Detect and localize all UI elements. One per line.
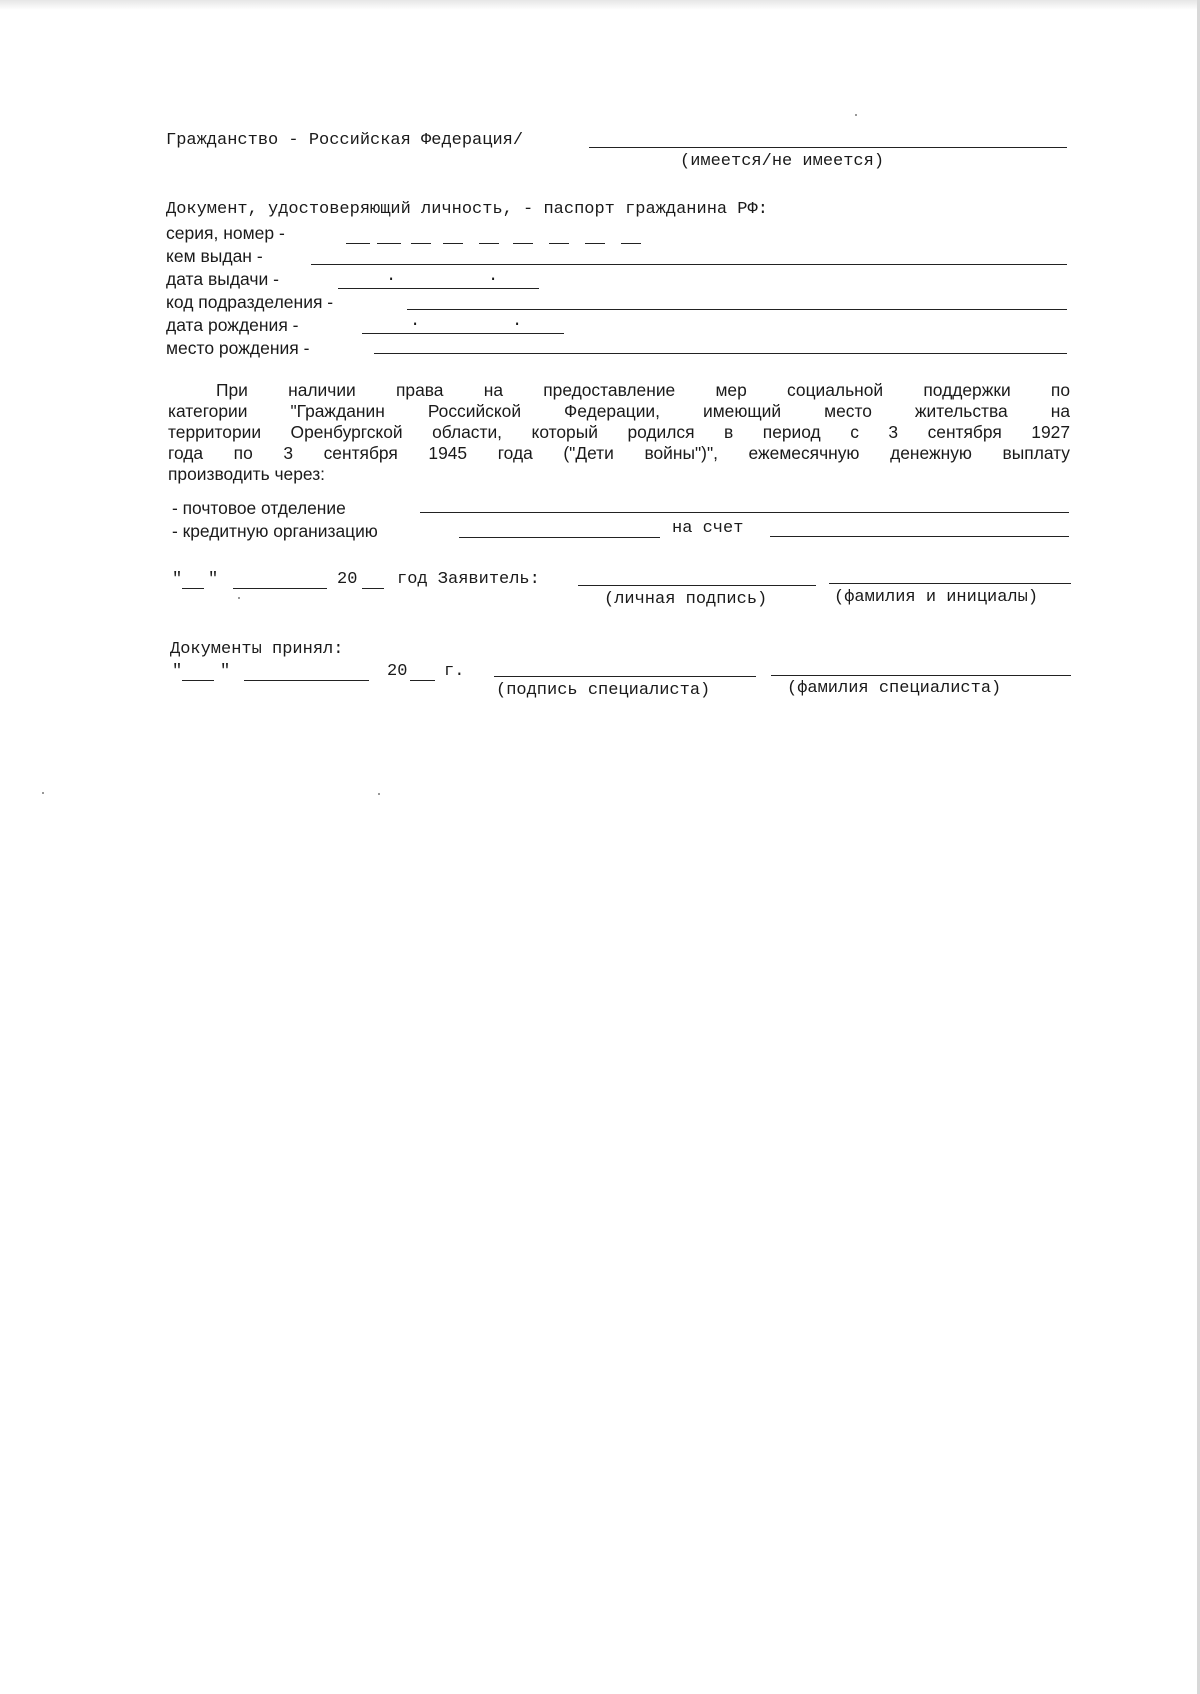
issued-by-field[interactable]	[311, 264, 1067, 265]
applicant-label: год Заявитель:	[397, 570, 540, 589]
account-label: на счет	[672, 519, 744, 538]
citizenship-label: Гражданство - Российская Федерация/	[166, 131, 524, 150]
paragraph-line: территории Оренбургской области, который родился в период с 3 сентября 1927	[168, 422, 1070, 442]
number-cell-1[interactable]	[479, 243, 499, 244]
specialist-signature-hint: (подпись специалиста)	[496, 681, 711, 700]
birth-place-field[interactable]	[374, 353, 1067, 354]
accepted-heading: Документы принял:	[170, 640, 344, 659]
accepted-year-field[interactable]	[410, 680, 435, 681]
post-office-label: - почтовое отделение	[172, 498, 346, 518]
scan-top-edge	[0, 0, 1200, 10]
payment-paragraph	[168, 380, 1070, 464]
scan-speck	[855, 114, 857, 116]
subdivision-code-field[interactable]	[407, 309, 1067, 310]
accepted-month-field[interactable]	[244, 680, 369, 681]
series-number-label: серия, номер -	[166, 223, 285, 243]
credit-org-label: - кредитную организацию	[172, 521, 378, 541]
specialist-name-hint: (фамилия специалиста)	[787, 679, 1002, 698]
applicant-signature-hint: (личная подпись)	[604, 590, 768, 609]
birth-date-separators: . .	[410, 312, 523, 331]
number-cell-2[interactable]	[513, 243, 533, 244]
post-office-field[interactable]	[420, 512, 1069, 513]
credit-org-field[interactable]	[459, 537, 660, 538]
paragraph-line: года по 3 сентября 1945 года ("Дети войны")", ежемесячную денежную выплату	[168, 443, 1070, 463]
applicant-date-open-quote: "	[172, 570, 183, 589]
issue-date-field[interactable]	[338, 288, 539, 289]
specialist-signature-field[interactable]	[494, 676, 756, 677]
series-cell-3[interactable]	[411, 243, 431, 244]
scan-speck	[238, 597, 240, 599]
number-cell-3[interactable]	[549, 243, 569, 244]
accepted-date-close-quote: "	[220, 662, 231, 681]
series-cell-2[interactable]	[377, 243, 401, 244]
paragraph-line: При наличии права на предоставление мер социальной поддержки по	[216, 380, 1070, 400]
accepted-day-field[interactable]	[182, 680, 214, 681]
applicant-day-field[interactable]	[182, 588, 204, 589]
applicant-name-field[interactable]	[829, 583, 1071, 584]
number-cell-5[interactable]	[621, 243, 641, 244]
applicant-signature-field[interactable]	[578, 585, 816, 586]
birth-date-label: дата рождения -	[166, 315, 299, 335]
paragraph-line: категории "Гражданин Российской Федерации, имеющий место жительства на	[168, 401, 1070, 421]
number-cell-4[interactable]	[585, 243, 605, 244]
specialist-name-field[interactable]	[771, 675, 1071, 676]
identity-heading: Документ, удостоверяющий личность, - паспорт гражданина РФ:	[166, 200, 768, 219]
applicant-date-close-quote: "	[208, 570, 219, 589]
accepted-year-suffix: г.	[444, 662, 465, 681]
accepted-year-prefix: 20	[387, 662, 408, 681]
scan-speck	[378, 793, 380, 795]
series-cell-4[interactable]	[443, 243, 463, 244]
citizenship-field[interactable]	[589, 147, 1067, 148]
accepted-date-open-quote: "	[172, 662, 183, 681]
birth-date-field[interactable]	[362, 333, 564, 334]
issued-by-label: кем выдан -	[166, 246, 263, 266]
scan-speck	[42, 792, 44, 794]
applicant-year-prefix: 20	[337, 570, 358, 589]
birth-place-label: место рождения -	[166, 338, 310, 358]
through-label: производить через:	[168, 464, 325, 484]
subdivision-code-label: код подразделения -	[166, 292, 334, 312]
citizenship-hint: (имеется/не имеется)	[680, 152, 885, 171]
issue-date-separators: . .	[386, 267, 499, 286]
account-field[interactable]	[770, 536, 1069, 537]
series-cell-1[interactable]	[346, 243, 370, 244]
applicant-year-field[interactable]	[362, 588, 384, 589]
applicant-month-field[interactable]	[233, 588, 327, 589]
applicant-name-hint: (фамилия и инициалы)	[834, 588, 1039, 607]
issue-date-label: дата выдачи -	[166, 269, 279, 289]
